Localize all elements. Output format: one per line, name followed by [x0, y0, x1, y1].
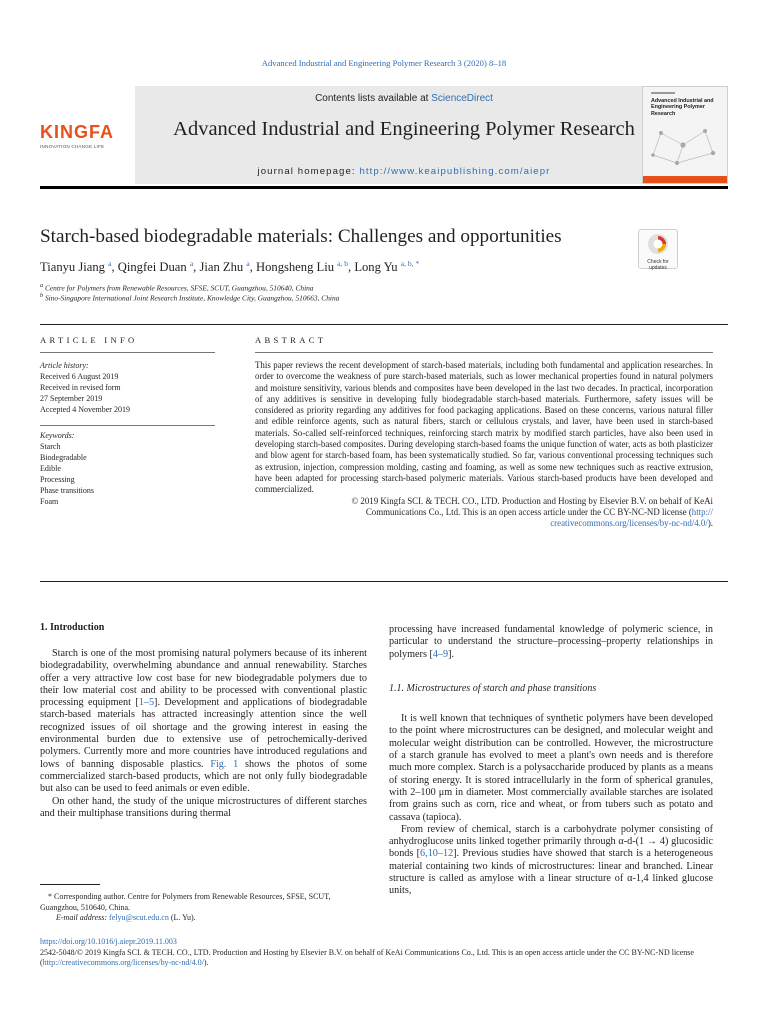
abstract-text: This paper reviews the recent development of starch-based materials, including both fundamental and application researches. In order to overcome the weakness of pure starch-based materials, such as lower mechanical properties found in natural polymers and moisture sensitivity, various blends and composites have been developed in the last two decades. In practical, incorporation of any additives is sensitive in developing fully biodegradable starch-based materials. Furthermore, safety issues will be considered as priority regarding any additives for food packaging applications. Based on these concerns, various natural filler and edible reinforce agents, such as natural fibers, starch or cellulous crystals, and laver, have been used in starch-based materials. So-called self-reinforced techniques, reinforcing starch matrix by modified starch particles, have also been used in developing starch-based composites. During developing starch-based foams the unique function of water, acts as both plasticizer and blow agent for starch-based foam, has been systematically studied. So far, various conventional processing techniques such as extrusion, injection, compression molding, casting and foaming, as well as some new techniques such as reactive extrusion, have been adapted for processing starch-based polymeric materials. Various starch-based products have been developed and commercialized.	[255, 360, 713, 495]
sciencedirect-link[interactable]: ScienceDirect	[431, 93, 493, 104]
cover-header-bar	[651, 92, 675, 94]
keyword: Edible	[40, 464, 61, 473]
microstructure-paragraph-2	[389, 824, 713, 898]
corresponding-author-footnote	[40, 892, 367, 924]
history-line: Received 6 August 2019	[40, 372, 119, 381]
page-footer	[40, 937, 728, 969]
issn-license-line	[40, 948, 728, 969]
author-separator: ,	[348, 260, 355, 275]
section-rule-top	[40, 324, 728, 325]
author-name: Qingfei Duan	[117, 260, 187, 275]
introduction-heading: 1. Introduction	[40, 622, 105, 633]
affiliation-a	[40, 283, 314, 292]
homepage-label: journal homepage:	[257, 166, 360, 177]
section-rule-bottom	[40, 581, 728, 582]
logo-word: KINGFA	[40, 122, 115, 142]
abstract-heading: ABSTRACT	[255, 335, 327, 345]
keyword: Biodegradable	[40, 453, 87, 462]
email-suffix: (L. Yu).	[168, 913, 196, 922]
check-updates-label: Check for updates	[647, 259, 669, 271]
check-updates-icon	[647, 233, 669, 255]
article-title: Starch-based biodegradable materials: Challenges and opportunities	[40, 226, 562, 247]
copyright-line-3	[255, 518, 713, 529]
logo-tagline: INNOVATION CHANGE LIFE	[40, 144, 105, 149]
cover-footer-strip	[643, 176, 727, 183]
kingfa-logo	[40, 122, 125, 149]
history-line: Received in revised form	[40, 383, 121, 392]
text-run: Starch is one of the most promising natural polymers because of its inherent biodegradability, overwhelming abundance and annual renewability. Starches offer a very attractive low cost base for new biodegradable polymers due to their low material cost and ability to be processed with conventional plastic processing equipment [	[40, 648, 367, 709]
intro-paragraph-2: On other hand, the study of the unique microstructures of different starches and their multiphase transitions during thermal	[40, 795, 367, 819]
text-run: From review of chemical, starch is a carbohydrate polymer consisting of anhydroglucose units linked together primarily through α-d-(1 → 4) glucosidic bonds [	[389, 823, 713, 860]
citation-link[interactable]: 1–5	[138, 697, 155, 709]
author-name: Hongsheng Liu	[256, 260, 335, 275]
copyright-line-1: © 2019 Kingfa SCI. & TECH. CO., LTD. Production and Hosting by Elsevier B.V. on behalf of KeAi	[351, 495, 713, 506]
text-run: ]. Development and applications of biodegradable starch-based materials has attracted increasingly attention since the well recognized issues of oil shortage and the growing interest in easing the environmental burden due to extensive use of petrochemically-derived polymers. Currently more and more countries have introduced regulations and lows of banning disposable plastics.	[40, 697, 367, 770]
keyword: Processing	[40, 475, 75, 484]
author-separator: ,	[249, 260, 256, 275]
text-run: ].	[448, 648, 455, 660]
email-link[interactable]: felyu@scut.edu.cn	[109, 913, 169, 922]
text-run: processing have increased fundamental knowledge of polymeric science, in particular to understand the structure–processing–property relationships in polymers [	[389, 624, 713, 660]
author-separator: ,	[193, 260, 200, 275]
check-for-updates-badge[interactable]	[638, 229, 678, 269]
contents-line	[135, 93, 673, 104]
abstract-rule	[255, 352, 713, 353]
homepage-link[interactable]: http://www.keaipublishing.com/aiepr	[359, 166, 551, 177]
microstructure-paragraph-1: It is well known that techniques of synthetic polymers have been developed to the point where microstructures can be designed, and molecular weight and molecular weight distribution can be controlled. However, the microstructure of a starch granule has evolved to meet a plant's own needs and is therefore much more complex. Starch is a polysaccharide produced by plants as a means of storing energy. It is stored intracellularly in the form of spherical granules, with 2–100 μm in diameter. Most commercially available starches are isolated from grains such as corn, rice and wheat, or from tubers such as potato and cassava (tapioca).	[389, 713, 713, 823]
continued-paragraph	[389, 624, 713, 661]
keywords-label: Keywords:	[40, 431, 75, 440]
info-rule-mid	[40, 425, 215, 426]
affiliation-text: Sino-Singapore International Joint Research Institute, Knowledge City, Guangzhou, 510663, China	[44, 293, 340, 303]
author-affiliation-mark[interactable]: a, b, *	[400, 259, 420, 268]
affiliation-mark: b	[40, 293, 44, 299]
right-column	[389, 624, 713, 898]
keyword: Phase transitions	[40, 486, 94, 495]
journal-masthead	[40, 86, 728, 186]
author-list	[40, 259, 419, 275]
keyword: Starch	[40, 442, 61, 451]
intro-paragraph-1	[40, 648, 367, 796]
journal-title: Advanced Industrial and Engineering Polymer Research	[173, 118, 635, 140]
journal-homepage	[135, 166, 673, 177]
author-affiliation-mark[interactable]: a	[108, 259, 112, 268]
keyword: Foam	[40, 497, 59, 506]
figure-link[interactable]: Fig. 1	[210, 758, 239, 770]
citation-link[interactable]: 6,10–12	[420, 848, 454, 860]
copyright-line-2	[255, 507, 713, 518]
subsection-heading: 1.1. Microstructures of starch and phase transitions	[389, 682, 597, 694]
journal-banner	[135, 86, 673, 184]
email-label: E-mail address:	[56, 913, 110, 922]
contents-prefix: Contents lists available at	[315, 93, 432, 104]
author-affiliation-mark[interactable]: a	[189, 259, 194, 268]
copyright-text: Communications Co., Ltd. This is an open access article under the CC BY-NC-ND license (	[365, 506, 692, 517]
doi-link[interactable]: https://doi.org/10.1016/j.aiepr.2019.11.003	[40, 937, 177, 946]
affiliation-mark: a	[40, 283, 44, 289]
copyright-suffix: ).	[707, 518, 713, 529]
text-run: ]. Previous studies have showed that starch is a heterogeneous material containing two kinds of microstructures: linear and branched. Linear structure is called as amylose with a linear structure of α-1,4 linked glucose units,	[389, 848, 713, 897]
license-link[interactable]: creativecommons.org/licenses/by-nc-nd/4.0/	[550, 518, 708, 529]
left-column	[40, 644, 367, 820]
cover-network-graphic	[643, 121, 727, 171]
author-name: Long Yu	[354, 260, 398, 275]
license-link-start[interactable]: http://	[691, 506, 713, 517]
author-separator: ,	[111, 260, 118, 275]
keywords-block	[40, 430, 215, 507]
info-rule	[40, 352, 215, 353]
history-label: Article history:	[40, 361, 89, 370]
text-run: shows the photos of some commercialized starch-based products, which are not only fully biodegradable but also can be used to feed animals or even edible.	[40, 758, 367, 795]
author-name: Jian Zhu	[199, 260, 244, 275]
email-line	[40, 913, 367, 924]
journal-cover-thumbnail	[642, 86, 728, 184]
license-link-footer[interactable]: http://creativecommons.org/licenses/by-nc-nd/4.0/	[42, 958, 204, 967]
history-line: Accepted 4 November 2019	[40, 405, 130, 414]
masthead-rule	[40, 186, 728, 189]
abstract-body	[255, 360, 713, 529]
author-affiliation-mark[interactable]: a	[246, 259, 250, 268]
history-line: 27 September 2019	[40, 394, 103, 403]
author-name: Tianyu Jiang	[40, 260, 105, 275]
author-affiliation-mark[interactable]: a, b	[337, 259, 349, 268]
citation-link[interactable]: 4–9	[432, 648, 449, 660]
article-history	[40, 360, 215, 415]
affiliation-text: Centre for Polymers from Renewable Resources, SFSE, SCUT, Guangzhou, 510640, China	[44, 283, 314, 293]
cover-title: Advanced Industrial and Engineering Polymer Research	[651, 98, 714, 117]
footnote-rule	[40, 884, 100, 885]
article-info-heading: ARTICLE INFO	[40, 335, 138, 345]
issn-text: 2542-5048/© 2019 Kingfa SCI. & TECH. CO., LTD. Production and Hosting by Elsevier B.V. on behalf of KeAi Communications Co., Ltd. This is an open access article under the CC BY-NC-ND license (	[40, 947, 694, 967]
corresponding-author-note: * Corresponding author. Centre for Polymers from Renewable Resources, SFSE, SCUT, Guangzhou, 510640, China.	[40, 892, 331, 912]
issn-suffix: ).	[203, 958, 209, 967]
affiliation-b	[40, 293, 339, 302]
running-head[interactable]: Advanced Industrial and Engineering Polymer Research 3 (2020) 8–18	[261, 58, 507, 68]
